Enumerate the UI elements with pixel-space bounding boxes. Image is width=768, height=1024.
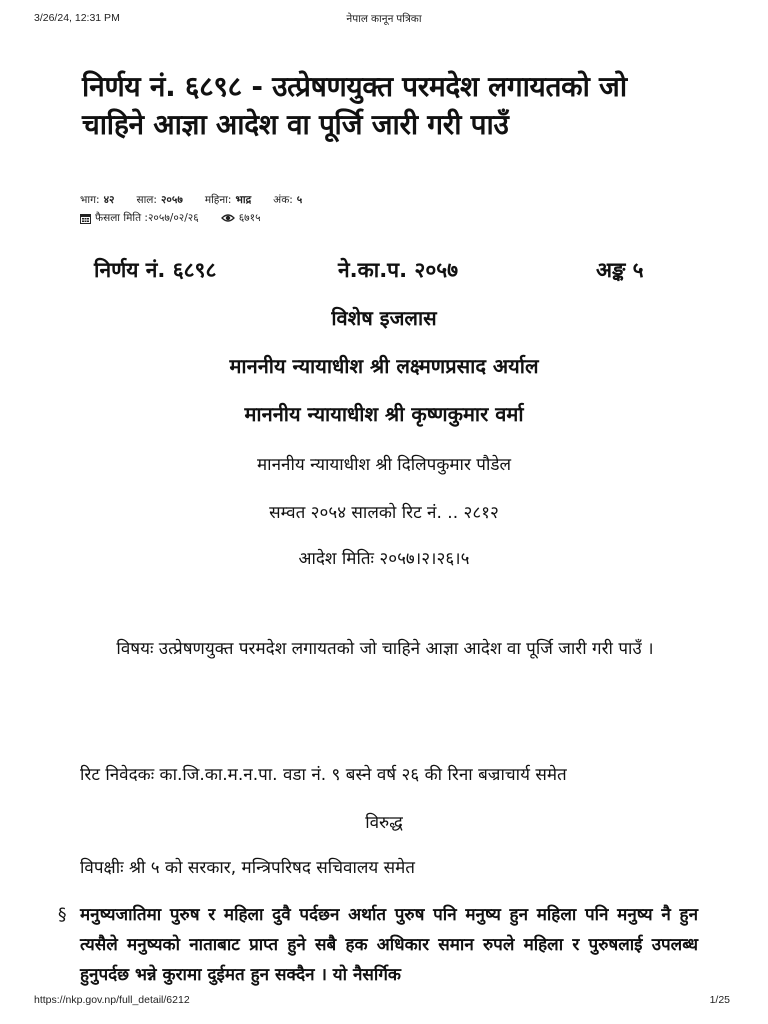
print-url: https://nkp.gov.np/full_detail/6212 [34,994,190,1006]
publication-meta [80,193,324,207]
decision-meta [80,211,283,225]
meta-mahina-label: महिना: [204,194,232,206]
writ-number: सम्वत २०५४ सालको रिट नं. .. २८१२ [269,503,499,523]
view-count-value: ६७१५ [238,212,261,224]
meta-anka [273,193,302,207]
order-date: आदेश मितिः २०५७।२।२६।५ [298,549,470,569]
print-page-number: 1/25 [709,994,730,1006]
page-title: निर्णय नं. ६८९८ - उत्प्रेषणयुक्त परमदेश लगायतको जो चाहिने आज्ञा आदेश वा पूर्जि जारी गरी पाउँ [82,70,627,141]
print-datetime: 3/26/24, 12:31 PM [34,12,120,24]
meta-mahina [205,193,251,207]
justice-name: माननीय न्यायाधीश श्री कृष्णकुमार वर्मा [244,402,524,426]
decision-number: निर्णय नं. ६८९८ [94,258,217,282]
meta-bhag [80,193,114,207]
meta-saal-value: २०५७ [160,194,183,206]
document-heading [0,256,768,286]
justice-name: माननीय न्यायाधीश श्री लक्ष्मणप्रसाद अर्याल [229,354,539,378]
decision-date-text: फैसला मिति :२०५७/०२/२६ [95,212,199,224]
meta-mahina-value: भाद्र [235,194,252,206]
meta-bhag-value: ४२ [103,194,115,206]
view-count [221,211,261,225]
print-header [0,12,768,32]
print-site-title: नेपाल कानून पत्रिका [346,13,422,25]
meta-bhag-label: भाग: [80,194,100,206]
bench-title: विशेष इजलास [331,306,437,330]
petitioner: रिट निवेदकः का.जि.का.म.न.पा. वडा नं. ९ बस्ने वर्ष २६ की रिना बज्राचार्य समेत [80,765,567,785]
calendar-icon [80,213,91,224]
holding-paragraph [58,900,698,990]
meta-saal-label: साल: [136,194,157,206]
meta-saal [136,193,182,207]
anka-reference: अङ्क ५ [596,258,644,282]
meta-anka-label: अंक: [273,194,293,206]
versus-label: विरुद्ध [365,813,403,833]
justice-name: माननीय न्यायाधीश श्री दिलिपकुमार पौडेल [257,455,511,475]
holding-text: मनुष्यजातिमा पुरुष र महिला दुवै पर्दछन अर्थात पुरुष पनि मनुष्य हुन महिला पनि मनुष्य नै हुन त्यसैले मनुष्यको नाताबाट प्राप्त हुने सबै हक अधिकार समान रुपले महिला र पुरुषलाई उपलब्ध हुनुपर्दछ भन्ने कुरामा दुईमत हुन सक्दैन । यो नैसर्गिक [80,905,698,985]
decision-date [80,211,199,225]
respondent: विपक्षीः श्री ५ को सरकार, मन्त्रिपरिषद सचिवालय समेत [80,858,415,878]
meta-anka-value: ५ [296,194,303,206]
nekapa-reference: ने.का.प. २०५७ [338,258,459,282]
section-mark: § [58,905,67,925]
eye-icon [221,213,235,223]
case-subject: विषयः उत्प्रेषणयुक्त परमदेश लगायतको जो चाहिने आज्ञा आदेश वा पूर्जि जारी गरी पाउँ । [116,639,654,659]
print-footer [0,994,768,1014]
